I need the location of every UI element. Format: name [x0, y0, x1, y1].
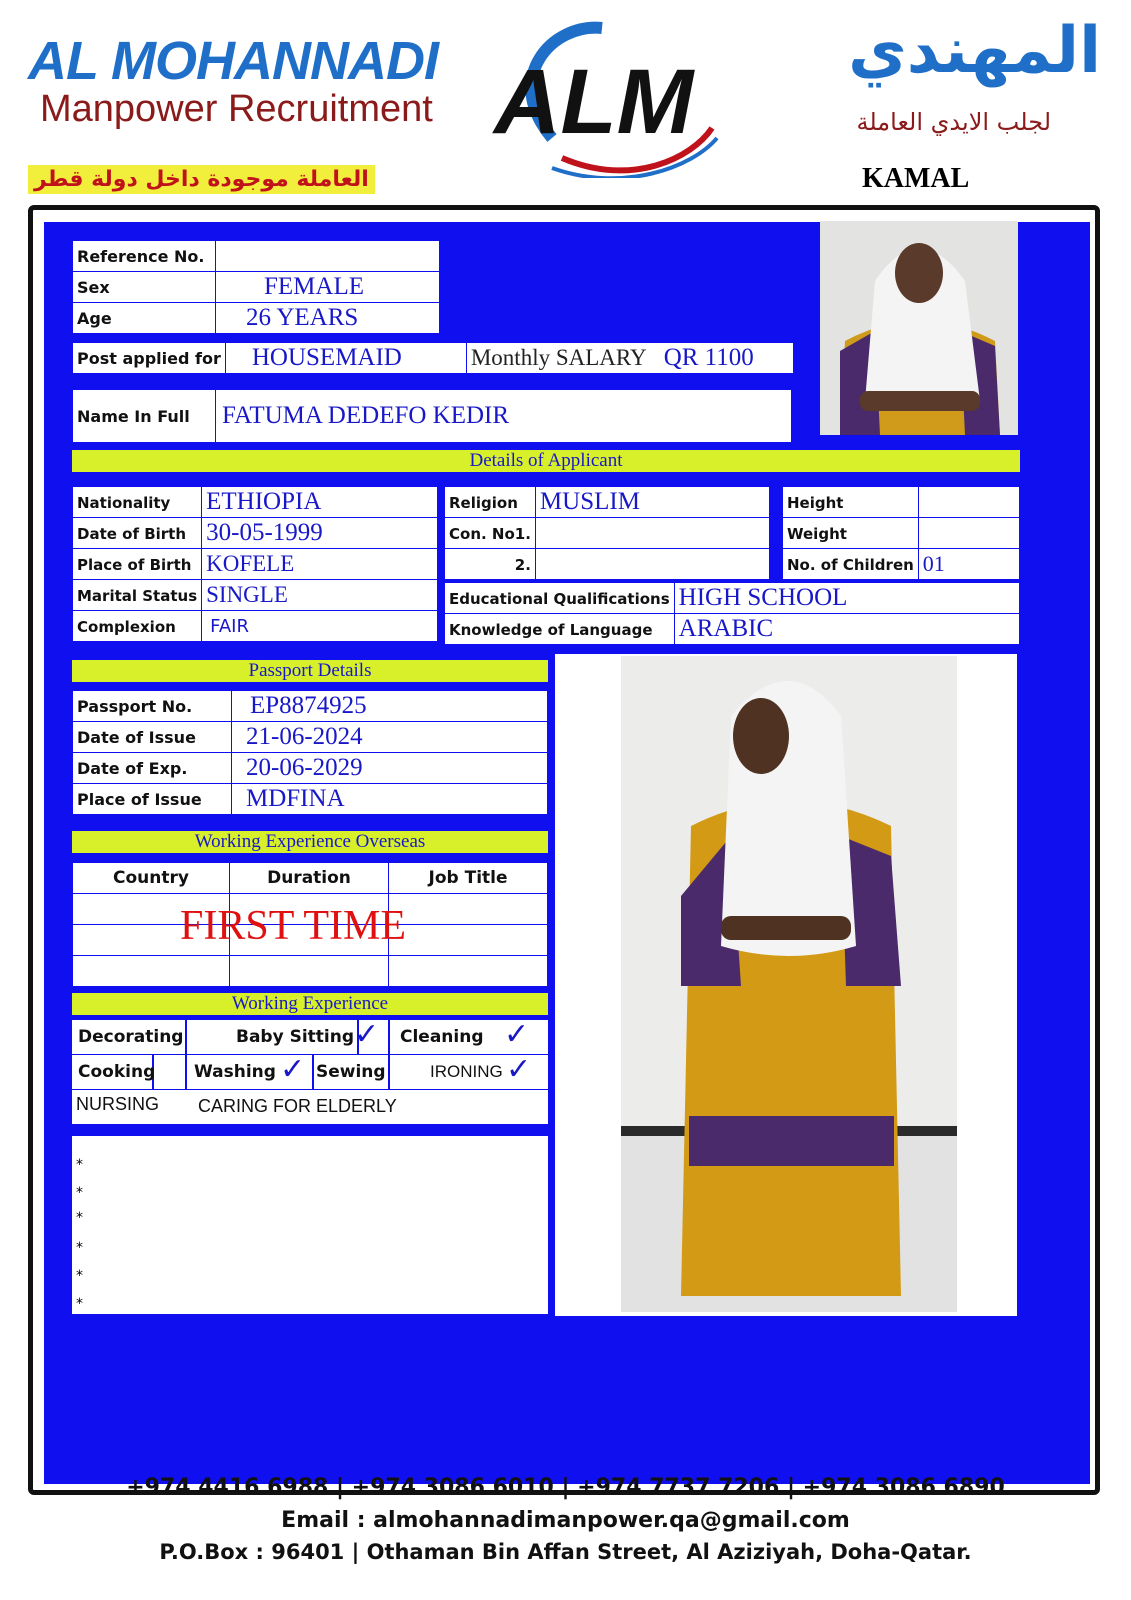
height-label: Height [787, 493, 844, 512]
age-label: Age [77, 308, 112, 328]
issue-date-value: 21-06-2024 [246, 723, 363, 750]
dob-label: Date of Birth [77, 524, 187, 543]
baby-sitting-label: Baby Sitting [236, 1027, 355, 1047]
age-value: 26 YEARS [246, 304, 359, 331]
cleaning-check-icon: ✓ [504, 1017, 530, 1052]
details-band: Details of Applicant [72, 450, 1020, 472]
language-value: ARABIC [678, 615, 774, 642]
agent-name: KAMAL [862, 163, 970, 194]
footer-phones: +974 4416 6988 | +974 3086 6010 | +974 7737 7206 | +974 3086 6890 [126, 1475, 1005, 1500]
note-bullet: * [76, 1185, 83, 1201]
passport-no-value: EP8874925 [250, 692, 367, 719]
religion-value: MUSLIM [539, 488, 640, 515]
dob-value: 30-05-1999 [206, 519, 323, 546]
name-value: FATUMA DEDEFO KEDIR [222, 402, 510, 429]
issue-place-label: Place of Issue [77, 789, 202, 809]
language-label: Knowledge of Language [449, 620, 653, 639]
location-notice: العاملة موجودة داخل دولة قطر [28, 165, 375, 194]
sex-value: FEMALE [264, 273, 364, 300]
footer-email[interactable]: Email : almohannadimanpower.qa@gmail.com [281, 1508, 850, 1533]
alm-logo [492, 18, 732, 178]
education-label: Educational Qualifications [449, 589, 670, 608]
religion-label: Religion [449, 493, 518, 512]
salary-value: QR 1100 [663, 344, 754, 371]
details-left-table [72, 486, 438, 642]
details-right-table [782, 486, 1020, 580]
education-value: HIGH SCHOOL [678, 584, 848, 611]
brand-tagline-arabic: لجلب الايدي العاملة [856, 108, 1051, 136]
washing-check-icon: ✓ [280, 1052, 306, 1087]
children-label: No. of Children [787, 555, 914, 574]
nationality-label: Nationality [77, 493, 171, 512]
expiry-date-value: 20-06-2029 [246, 754, 363, 781]
caring-label: CARING FOR ELDERLY [198, 1096, 397, 1116]
country-header: Country [113, 868, 189, 888]
full-body-photo [621, 656, 957, 1312]
sewing-label: Sewing [316, 1062, 386, 1082]
complexion-label: Complexion [77, 617, 176, 636]
brand-name-english: AL MOHANNADI [28, 31, 438, 91]
name-label: Name In Full [77, 406, 190, 426]
duration-header: Duration [267, 868, 351, 888]
children-value: 01 [922, 551, 945, 576]
con2-label: 2. [514, 555, 531, 574]
portrait-photo [820, 221, 1018, 435]
decorating-label: Decorating [78, 1027, 184, 1047]
reference-label: Reference No. [77, 246, 205, 266]
post-table [72, 342, 794, 374]
con1-label: Con. No1. [449, 524, 531, 543]
name-table [72, 389, 792, 443]
note-bullet: * [76, 1240, 83, 1256]
details-middle-table [444, 486, 770, 580]
footer-address: P.O.Box : 96401 | Othaman Bin Affan Street, Al Aziziyah, Doha-Qatar. [159, 1540, 972, 1564]
baby-sitting-check-icon: ✓ [354, 1017, 380, 1052]
issue-date-label: Date of Issue [77, 727, 196, 747]
cleaning-label: Cleaning [400, 1027, 484, 1047]
experience-panel [72, 1017, 548, 1124]
brand-name-arabic: المهندي [848, 14, 1101, 88]
post-value: HOUSEMAID [251, 344, 402, 371]
overseas-band: Working Experience Overseas [72, 831, 548, 853]
ironing-check-icon: ✓ [506, 1052, 532, 1087]
notes-panel [72, 1136, 548, 1314]
washing-label: Washing [194, 1062, 276, 1082]
expiry-date-label: Date of Exp. [77, 758, 188, 778]
ironing-label: IRONING [430, 1062, 503, 1081]
education-table [444, 582, 1020, 645]
top-info-table [72, 240, 440, 334]
passport-band: Passport Details [72, 660, 548, 682]
salary-label: Monthly SALARY [470, 345, 647, 370]
passport-table [72, 690, 548, 815]
marital-label: Marital Status [77, 586, 198, 605]
post-label: Post applied for [77, 348, 221, 368]
cooking-label: Cooking [78, 1062, 156, 1082]
passport-no-label: Passport No. [77, 696, 193, 716]
note-bullet: * [76, 1296, 83, 1312]
nationality-value: ETHIOPIA [206, 488, 322, 515]
note-bullet: * [76, 1157, 83, 1173]
brand-tagline-english: Manpower Recruitment [40, 88, 433, 130]
marital-value: SINGLE [206, 582, 288, 607]
nursing-label: NURSING [76, 1094, 160, 1114]
sex-label: Sex [77, 277, 110, 297]
complexion-value: FAIR [210, 615, 249, 637]
issue-place-value: MDFINA [246, 785, 345, 812]
pob-value: KOFELE [206, 551, 295, 576]
pob-label: Place of Birth [77, 555, 192, 574]
first-time-note: FIRST TIME [180, 903, 406, 949]
logo-text: ALM [494, 51, 694, 153]
weight-label: Weight [787, 524, 847, 543]
job-title-header: Job Title [428, 868, 508, 888]
note-bullet: * [76, 1268, 83, 1284]
note-bullet: * [76, 1210, 83, 1226]
experience-band: Working Experience [72, 993, 548, 1015]
